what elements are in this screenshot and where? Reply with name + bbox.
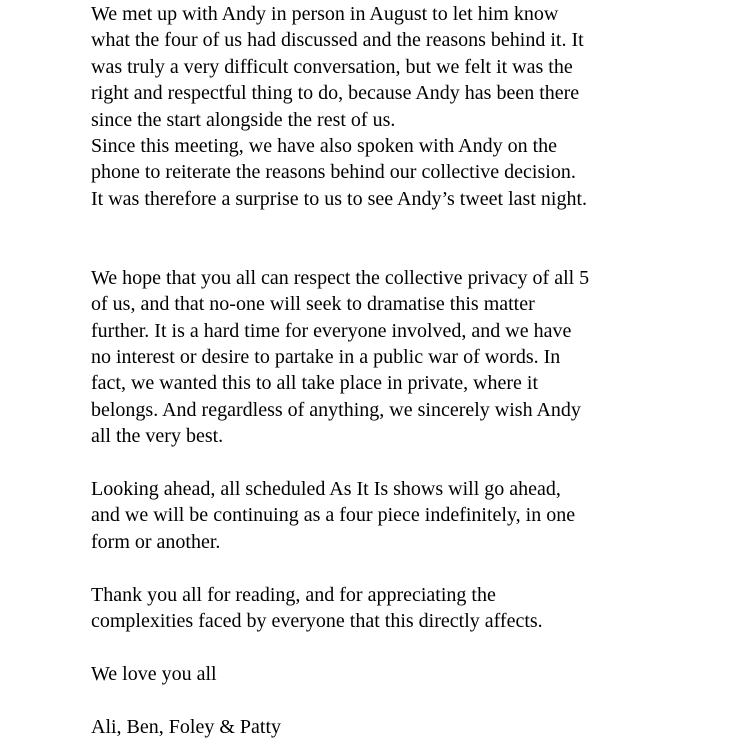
text-line: was truly a very difficult conversation, but we felt it was the xyxy=(91,55,573,78)
paragraph-thanks xyxy=(91,582,730,635)
text-line: It was therefore a surprise to us to see Andy’s tweet last night. xyxy=(91,187,587,210)
text-line: fact, we wanted this to all take place in private, where it xyxy=(91,372,539,395)
signature-line xyxy=(91,714,730,740)
paragraph-looking-ahead xyxy=(91,476,730,555)
text-line: and we will be continuing as a four piece indefinitely, in one xyxy=(91,504,576,527)
blank-line xyxy=(91,450,730,476)
paragraph-meeting xyxy=(91,1,730,212)
blank-line xyxy=(91,634,730,660)
text-line: Since this meeting, we have also spoken with Andy on the xyxy=(91,134,558,157)
closing-line xyxy=(91,661,730,687)
text-line: of us, and that no-one will seek to dramatise this matter xyxy=(91,293,535,316)
blank-line xyxy=(91,239,730,265)
blank-line xyxy=(91,555,730,581)
text-line: right and respectful thing to do, because Andy has been there xyxy=(91,82,580,105)
text-line: We hope that you all can respect the collective privacy of all 5 xyxy=(91,266,590,289)
text-line: phone to reiterate the reasons behind our collective decision. xyxy=(91,161,576,184)
text-line: complexities faced by everyone that this directly affects. xyxy=(91,609,543,632)
blank-line xyxy=(91,212,730,238)
blank-line xyxy=(91,687,730,713)
text-line: form or another. xyxy=(91,530,221,553)
text-line: We met up with Andy in person in August to let him know xyxy=(91,3,559,25)
text-line: no interest or desire to partake in a public war of words. In xyxy=(91,346,561,369)
text-line: belongs. And regardless of anything, we sincerely wish Andy xyxy=(91,398,581,421)
text-line: Ali, Ben, Foley & Patty xyxy=(91,715,281,738)
text-line: further. It is a hard time for everyone involved, and we have xyxy=(91,319,572,342)
text-line: Looking ahead, all scheduled As It Is shows will go ahead, xyxy=(91,478,561,501)
text-line: We love you all xyxy=(91,662,217,685)
text-line: all the very best. xyxy=(91,425,224,448)
text-line: Thank you all for reading, and for appreciating the xyxy=(91,583,496,606)
text-line: since the start alongside the rest of us. xyxy=(91,108,396,131)
paragraph-privacy xyxy=(91,265,730,450)
text-line: what the four of us had discussed and the reasons behind it. It xyxy=(91,29,584,52)
